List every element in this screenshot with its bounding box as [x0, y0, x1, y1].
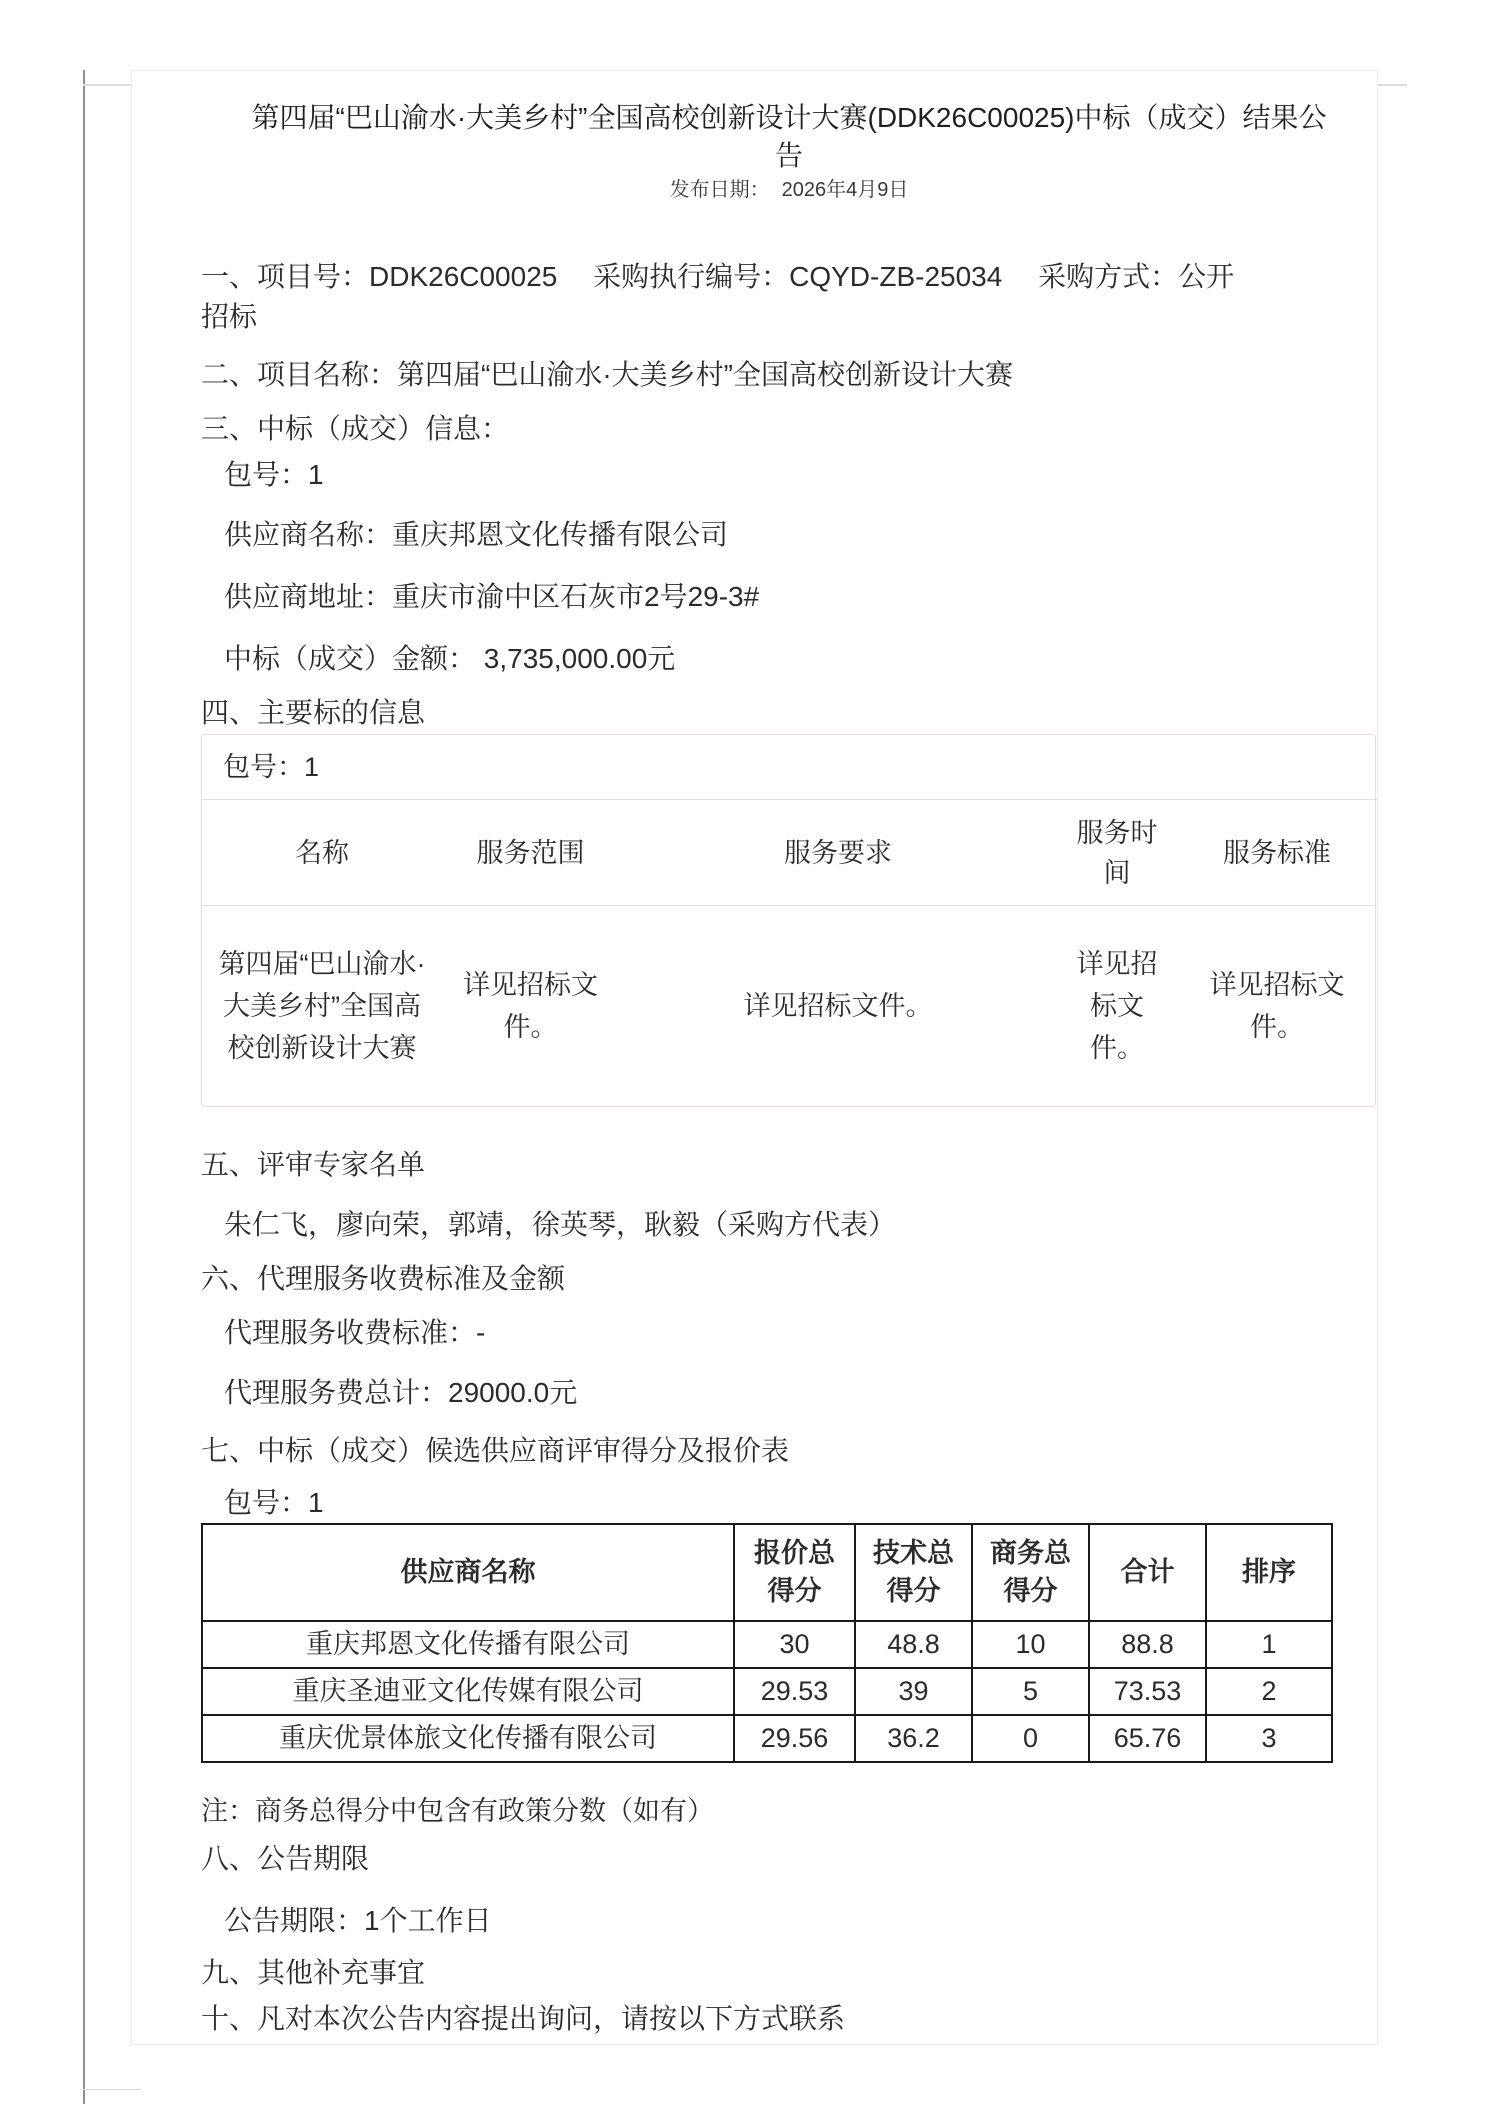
section-6-agency-fee-heading: 六、代理服务收费标准及金额 [201, 1262, 566, 1294]
subject-header-scope: 服务范围 [442, 800, 619, 906]
score-cell-total: 88.8 [1089, 1621, 1206, 1668]
announcement-period: 公告期限：1个工作日 [224, 1904, 492, 1936]
score-cell-supplier: 重庆邦恩文化传播有限公司 [202, 1621, 734, 1668]
score-cell-rank: 2 [1206, 1668, 1332, 1715]
score-header-business: 商务总得分 [972, 1524, 1089, 1621]
section-10-contact-heading: 十、凡对本次公告内容提出询问，请按以下方式联系 [201, 2002, 846, 2034]
score-cell-business: 5 [972, 1668, 1089, 1715]
score-header-rank: 排序 [1206, 1524, 1332, 1621]
score-cell-rank: 1 [1206, 1621, 1332, 1668]
subject-header-name: 名称 [202, 800, 442, 906]
score-header-price: 报价总得分 [734, 1524, 855, 1621]
subject-package-label: 包号：1 [223, 752, 320, 782]
score-cell-business: 0 [972, 1715, 1089, 1762]
subject-cell-name: 第四届“巴山渝水·大美乡村”全国高校创新设计大赛 [202, 906, 442, 1106]
subject-header-time: 服务时间 [1057, 800, 1177, 906]
page-bottom-rule [83, 2089, 141, 2090]
subject-table [202, 799, 1377, 1106]
section-3-award-info-heading: 三、中标（成交）信息： [201, 413, 510, 444]
score-header-total: 合计 [1089, 1524, 1206, 1621]
package-label: 包号：1 [224, 459, 324, 490]
section-4-subject-heading: 四、主要标的信息 [201, 697, 426, 728]
supplier-name: 供应商名称：重庆邦恩文化传播有限公司 [224, 519, 729, 550]
subject-info-box [201, 734, 1376, 1107]
subject-header-requirement: 服务要求 [619, 800, 1057, 906]
score-cell-supplier: 重庆圣迪亚文化传媒有限公司 [202, 1668, 734, 1715]
score-cell-supplier: 重庆优景体旅文化传播有限公司 [202, 1715, 734, 1762]
supplier-address: 供应商地址：重庆市渝中区石灰市2号29-3# [224, 581, 760, 612]
subject-header-standard: 服务标准 [1177, 800, 1377, 906]
publish-date [201, 177, 1377, 203]
subject-table-header-row [202, 800, 1377, 906]
subject-cell-standard: 详见招标文件。 [1177, 906, 1377, 1106]
section-5-experts-heading: 五、评审专家名单 [201, 1148, 426, 1180]
score-cell-technical: 36.2 [855, 1715, 972, 1762]
score-cell-price: 29.56 [734, 1715, 855, 1762]
score-table [201, 1523, 1333, 1763]
score-cell-total: 73.53 [1089, 1668, 1206, 1715]
score-table-row [202, 1668, 1332, 1715]
section-9-other-heading: 九、其他补充事宜 [201, 1956, 426, 1988]
score-table-row [202, 1621, 1332, 1668]
section-2-project-name: 二、项目名称：第四届“巴山渝水·大美乡村”全国高校创新设计大赛 [201, 359, 1013, 390]
publish-date-label: 发布日期： [669, 179, 770, 201]
document-card [131, 70, 1378, 2045]
score-cell-technical: 39 [855, 1668, 972, 1715]
score-header-supplier: 供应商名称 [202, 1524, 734, 1621]
agency-fee-standard: 代理服务收费标准：- [224, 1316, 486, 1348]
page-title: 第四届“巴山渝水·大美乡村”全国高校创新设计大赛(DDK26C00025)中标（成交）结果公告 [251, 102, 1327, 171]
section-8-period-heading: 八、公告期限 [201, 1842, 370, 1874]
score-table-note: 注：商务总得分中包含有政策分数（如有） [201, 1795, 714, 1826]
score-table-header-row [202, 1524, 1332, 1621]
subject-cell-time: 详见招标文件。 [1057, 906, 1177, 1106]
publish-date-value: 2026年4月9日 [781, 179, 909, 201]
score-cell-price: 30 [734, 1621, 855, 1668]
score-cell-technical: 48.8 [855, 1621, 972, 1668]
award-amount: 中标（成交）金额： 3,735,000.00元 [224, 643, 676, 674]
section-7-score-heading: 七、中标（成交）候选供应商评审得分及报价表 [201, 1434, 790, 1466]
subject-cell-requirement: 详见招标文件。 [619, 906, 1057, 1106]
score-cell-rank: 3 [1206, 1715, 1332, 1762]
score-cell-business: 10 [972, 1621, 1089, 1668]
score-cell-price: 29.53 [734, 1668, 855, 1715]
section-1-project-number: 一、项目号：DDK26C00025 采购执行编号：CQYD-ZB-25034 采购方式：公开招标 [201, 261, 1235, 332]
subject-cell-scope: 详见招标文件。 [442, 906, 619, 1106]
experts-list: 朱仁飞，廖向荣，郭靖，徐英琴，耿毅（采购方代表） [224, 1208, 897, 1240]
page-left-rule [83, 70, 85, 2104]
score-table-row [202, 1715, 1332, 1762]
score-header-technical: 技术总得分 [855, 1524, 972, 1621]
subject-table-data-row [202, 906, 1377, 1106]
agency-fee-total: 代理服务费总计：29000.0元 [224, 1376, 578, 1408]
score-cell-total: 65.76 [1089, 1715, 1206, 1762]
score-package-label: 包号：1 [224, 1486, 324, 1518]
